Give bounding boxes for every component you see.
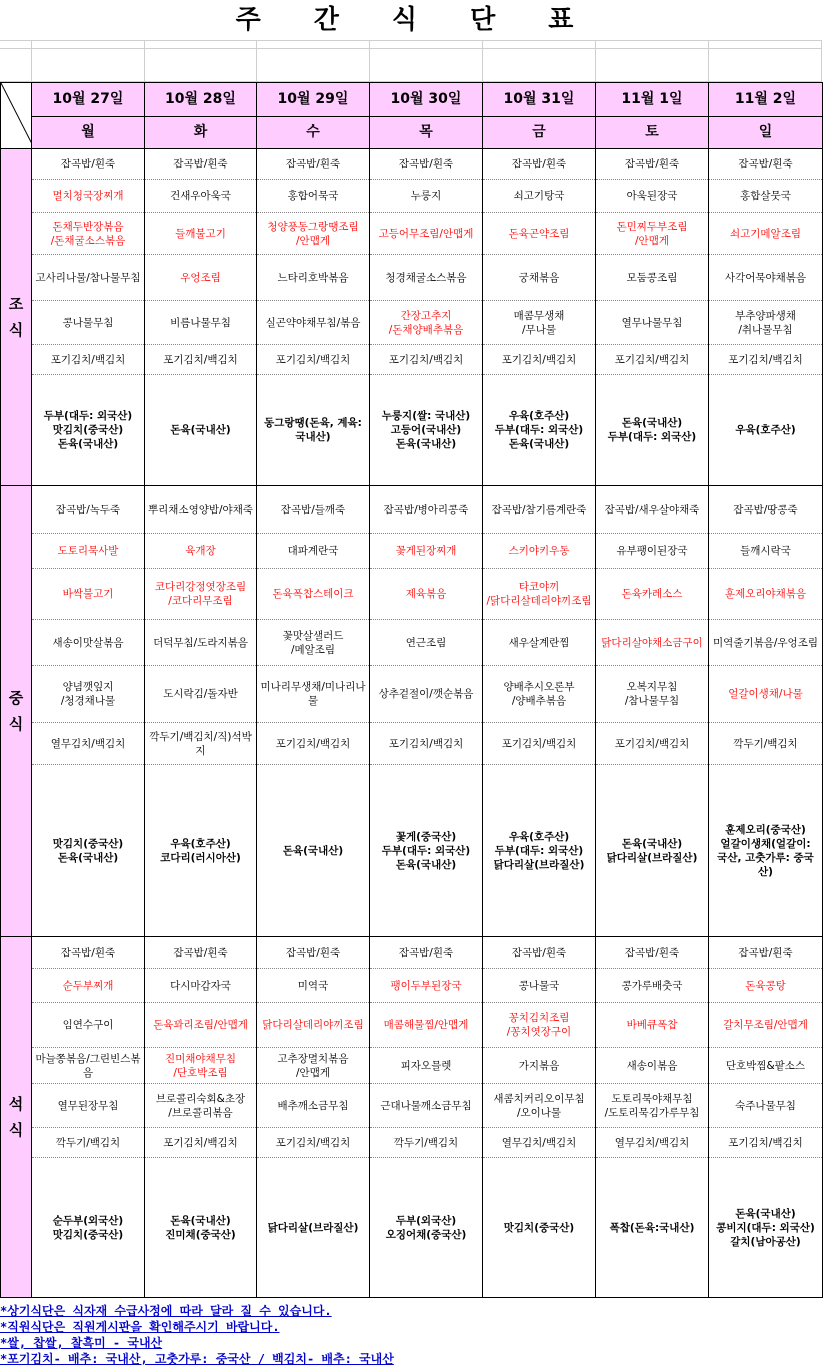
menu-item: 궁채볶음 bbox=[483, 255, 596, 301]
breakfast-row bbox=[1, 149, 823, 180]
menu-item: 피자오믈렛 bbox=[370, 1048, 483, 1084]
origin-info: 훈제오리(중국산) 얼갈이생채(얼갈이: 국산, 고춧가루: 중국 산) bbox=[709, 765, 823, 937]
menu-item: 새송이맛살볶음 bbox=[32, 620, 145, 666]
menu-item: 유부팽이된장국 bbox=[596, 534, 709, 569]
menu-item: 고등어무조림/안맵게 bbox=[370, 213, 483, 255]
menu-item: 잡곡밥/흰죽 bbox=[483, 937, 596, 969]
origin-info: 닭다리살(브라질산) bbox=[257, 1158, 370, 1298]
weekday-header: 수 bbox=[257, 116, 370, 148]
menu-item: 양배추시오론부 /양배추볶음 bbox=[483, 666, 596, 723]
origin-info: 우육(호주산) 두부(대두: 외국산) 닭다리살(브라질산) bbox=[483, 765, 596, 937]
note-line: *직원식단은 직원게시판을 확인해주시기 바랍니다. bbox=[0, 1320, 280, 1334]
date-header: 10월 30일 bbox=[370, 83, 483, 117]
menu-item: 건새우아욱국 bbox=[145, 180, 257, 213]
menu-item: 닭다리살데리야끼조림 bbox=[257, 1003, 370, 1048]
menu-item: 포기김치/백김치 bbox=[483, 723, 596, 765]
lunch-row bbox=[1, 666, 823, 723]
menu-item: 열무된장무침 bbox=[32, 1084, 145, 1128]
menu-item: 포기김치/백김치 bbox=[145, 1128, 257, 1158]
menu-item: 돈채두반장볶음 /돈채굴소스볶음 bbox=[32, 213, 145, 255]
date-header: 10월 28일 bbox=[145, 83, 257, 117]
dinner-row bbox=[1, 969, 823, 1003]
menu-item: 오복지무침 /참나물무침 bbox=[596, 666, 709, 723]
menu-item: 열무김치/백김치 bbox=[596, 1128, 709, 1158]
menu-item: 열무나물무침 bbox=[596, 301, 709, 345]
menu-item: 청경채굴소스볶음 bbox=[370, 255, 483, 301]
menu-item: 제육볶음 bbox=[370, 569, 483, 620]
menu-item: 바싹불고기 bbox=[32, 569, 145, 620]
dinner-row bbox=[1, 1003, 823, 1048]
menu-item: 포기김치/백김치 bbox=[145, 345, 257, 375]
origin-info: 누룽지(쌀: 국내산) 고등어(국내산) 돈육(국내산) bbox=[370, 375, 483, 486]
origin-info: 두부(외국산) 오징어채(중국산) bbox=[370, 1158, 483, 1298]
menu-item: 돈육콩탕 bbox=[709, 969, 823, 1003]
menu-item: 포기김치/백김치 bbox=[596, 723, 709, 765]
dinner-label: 석 식 bbox=[1, 937, 32, 1298]
menu-item: 모둠콩조림 bbox=[596, 255, 709, 301]
menu-item: 돈육폭찹스테이크 bbox=[257, 569, 370, 620]
origin-info: 돈육(국내산) bbox=[145, 375, 257, 486]
origin-info: 순두부(외국산) 맛김치(중국산) bbox=[32, 1158, 145, 1298]
origin-info: 우육(호주산) 코다리(러시아산) bbox=[145, 765, 257, 937]
menu-item: 우엉조림 bbox=[145, 255, 257, 301]
menu-item: 가지볶음 bbox=[483, 1048, 596, 1084]
menu-item: 단호박찜&팥소스 bbox=[709, 1048, 823, 1084]
weekday-header: 금 bbox=[483, 116, 596, 148]
menu-item: 콩나물무침 bbox=[32, 301, 145, 345]
lunch-row bbox=[1, 765, 823, 937]
menu-item: 잡곡밥/흰죽 bbox=[145, 937, 257, 969]
menu-item: 잡곡밥/새우살야채죽 bbox=[596, 486, 709, 534]
menu-item: 도시락김/돌자반 bbox=[145, 666, 257, 723]
origin-info: 돈육(국내산) bbox=[257, 765, 370, 937]
menu-item: 깍두기/백김치 bbox=[370, 1128, 483, 1158]
date-header: 10월 27일 bbox=[32, 83, 145, 117]
menu-item: 잡곡밥/흰죽 bbox=[370, 149, 483, 180]
menu-item: 뿌리채소영양밥/야채죽 bbox=[145, 486, 257, 534]
origin-info: 맛김치(중국산) 돈육(국내산) bbox=[32, 765, 145, 937]
dinner-row bbox=[1, 1128, 823, 1158]
breakfast-row bbox=[1, 375, 823, 486]
menu-item: 홍합어묵국 bbox=[257, 180, 370, 213]
menu-item: 잡곡밥/흰죽 bbox=[483, 149, 596, 180]
menu-item: 매콤무생채 /무나물 bbox=[483, 301, 596, 345]
date-header: 10월 31일 bbox=[483, 83, 596, 117]
header-corner bbox=[1, 83, 32, 149]
date-header: 10월 29일 bbox=[257, 83, 370, 117]
weekday-header: 토 bbox=[596, 116, 709, 148]
lunch-row bbox=[1, 486, 823, 534]
menu-item: 숙주나물무침 bbox=[709, 1084, 823, 1128]
menu-item: 돈민찌두부조림 /안맵게 bbox=[596, 213, 709, 255]
note-line: *쌀, 찹쌀, 찰흑미 - 국내산 bbox=[0, 1336, 163, 1350]
menu-item: 마늘쫑볶음/그린빈스볶음 bbox=[32, 1048, 145, 1084]
menu-item: 갈치무조림/안맵게 bbox=[709, 1003, 823, 1048]
menu-item: 꽃게된장찌개 bbox=[370, 534, 483, 569]
menu-item: 포기김치/백김치 bbox=[370, 723, 483, 765]
menu-item: 부추양파생채 /취나물무침 bbox=[709, 301, 823, 345]
weekly-menu-table bbox=[0, 82, 823, 1298]
menu-item: 열무김치/백김치 bbox=[32, 723, 145, 765]
menu-item: 잡곡밥/흰죽 bbox=[709, 937, 823, 969]
lunch-row bbox=[1, 569, 823, 620]
menu-item: 사각어묵야채볶음 bbox=[709, 255, 823, 301]
menu-item: 잡곡밥/병아리콩죽 bbox=[370, 486, 483, 534]
menu-item: 누룽지 bbox=[370, 180, 483, 213]
menu-item: 잡곡밥/흰죽 bbox=[32, 149, 145, 180]
menu-item: 들깨시락국 bbox=[709, 534, 823, 569]
origin-info: 돈육(국내산) 닭다리살(브라질산) bbox=[596, 765, 709, 937]
menu-item: 상추겉절이/깻순볶음 bbox=[370, 666, 483, 723]
menu-item: 포기김치/백김치 bbox=[257, 1128, 370, 1158]
menu-item: 열무김치/백김치 bbox=[483, 1128, 596, 1158]
breakfast-row bbox=[1, 180, 823, 213]
menu-item: 돈육꽈리조림/안맵게 bbox=[145, 1003, 257, 1048]
menu-item: 포기김치/백김치 bbox=[709, 1128, 823, 1158]
weekday-header: 월 bbox=[32, 116, 145, 148]
breakfast-row bbox=[1, 301, 823, 345]
weekday-header: 일 bbox=[709, 116, 823, 148]
menu-item: 새송이볶음 bbox=[596, 1048, 709, 1084]
menu-item: 연근조림 bbox=[370, 620, 483, 666]
origin-info: 폭찹(돈육:국내산) bbox=[596, 1158, 709, 1298]
menu-item: 느타리호박볶음 bbox=[257, 255, 370, 301]
menu-item: 잡곡밥/흰죽 bbox=[257, 149, 370, 180]
menu-item: 바베큐폭찹 bbox=[596, 1003, 709, 1048]
menu-item: 잡곡밥/흰죽 bbox=[32, 937, 145, 969]
menu-item: 육개장 bbox=[145, 534, 257, 569]
origin-info: 돈육(국내산) 두부(대두: 외국산) bbox=[596, 375, 709, 486]
menu-item: 매콤해물찜/안맵게 bbox=[370, 1003, 483, 1048]
breakfast-row bbox=[1, 255, 823, 301]
menu-item: 멸치청국장찌개 bbox=[32, 180, 145, 213]
menu-item: 타코야끼 /닭다리살데리야끼조림 bbox=[483, 569, 596, 620]
menu-item: 잡곡밥/흰죽 bbox=[709, 149, 823, 180]
menu-item: 콩가루배춧국 bbox=[596, 969, 709, 1003]
menu-item: 고추장멸치볶음 /안맵게 bbox=[257, 1048, 370, 1084]
menu-item: 깍두기/백김치 bbox=[32, 1128, 145, 1158]
menu-item: 더덕무침/도라지볶음 bbox=[145, 620, 257, 666]
origin-info: 돈육(국내산) 진미채(중국산) bbox=[145, 1158, 257, 1298]
menu-item: 대파계란국 bbox=[257, 534, 370, 569]
spreadsheet-gridlines bbox=[0, 40, 831, 82]
menu-item: 잡곡밥/들깨죽 bbox=[257, 486, 370, 534]
lunch-row bbox=[1, 723, 823, 765]
notes bbox=[0, 1303, 831, 1367]
menu-item: 포기김치/백김치 bbox=[32, 345, 145, 375]
dinner-row bbox=[1, 1158, 823, 1298]
lunch-row bbox=[1, 534, 823, 569]
origin-info: 우육(호주산) bbox=[709, 375, 823, 486]
origin-info: 맛김치(중국산) bbox=[483, 1158, 596, 1298]
menu-item: 훈제오리야채볶음 bbox=[709, 569, 823, 620]
weekday-header: 목 bbox=[370, 116, 483, 148]
date-header: 11월 1일 bbox=[596, 83, 709, 117]
menu-item: 새콤치커리오이무침 /오이나물 bbox=[483, 1084, 596, 1128]
menu-item: 비름나물무침 bbox=[145, 301, 257, 345]
menu-item: 배추깨소금무침 bbox=[257, 1084, 370, 1128]
note-line: *상기식단은 식자재 수급사정에 따라 달라 질 수 있습니다. bbox=[0, 1304, 332, 1318]
origin-info: 우육(호주산) 두부(대두: 외국산) 돈육(국내산) bbox=[483, 375, 596, 486]
breakfast-label: 조 식 bbox=[1, 149, 32, 486]
menu-item: 콩나물국 bbox=[483, 969, 596, 1003]
lunch-label: 중 식 bbox=[1, 486, 32, 937]
menu-item: 들깨불고기 bbox=[145, 213, 257, 255]
menu-item: 다시마감자국 bbox=[145, 969, 257, 1003]
menu-item: 양념깻잎지 /청경채나물 bbox=[32, 666, 145, 723]
corner-diagonal bbox=[1, 83, 32, 144]
menu-item: 미나리무생채/미나리나물 bbox=[257, 666, 370, 723]
menu-item: 브로콜리숙회&초장 /브로콜리볶음 bbox=[145, 1084, 257, 1128]
menu-item: 꽁치김치조림 /꽁치엿장구이 bbox=[483, 1003, 596, 1048]
menu-item: 잡곡밥/흰죽 bbox=[145, 149, 257, 180]
menu-item: 임연수구이 bbox=[32, 1003, 145, 1048]
menu-item: 미역국 bbox=[257, 969, 370, 1003]
menu-item: 근대나물깨소금무침 bbox=[370, 1084, 483, 1128]
menu-item: 포기김치/백김치 bbox=[257, 723, 370, 765]
menu-item: 깍두기/백김치 bbox=[709, 723, 823, 765]
menu-item: 포기김치/백김치 bbox=[370, 345, 483, 375]
menu-item: 쇠고기메알조림 bbox=[709, 213, 823, 255]
menu-item: 진미채야채무침 /단호박조림 bbox=[145, 1048, 257, 1084]
menu-item: 잡곡밥/흰죽 bbox=[596, 149, 709, 180]
menu-item: 잡곡밥/땅콩죽 bbox=[709, 486, 823, 534]
menu-item: 순두부찌개 bbox=[32, 969, 145, 1003]
menu-item: 포기김치/백김치 bbox=[257, 345, 370, 375]
breakfast-row bbox=[1, 345, 823, 375]
breakfast-row bbox=[1, 213, 823, 255]
date-header: 11월 2일 bbox=[709, 83, 823, 117]
menu-item: 팽이두부된장국 bbox=[370, 969, 483, 1003]
menu-item: 홍합살뭇국 bbox=[709, 180, 823, 213]
menu-item: 스키야키우동 bbox=[483, 534, 596, 569]
menu-item: 깍두기/백김치/직)석박지 bbox=[145, 723, 257, 765]
menu-item: 잡곡밥/녹두죽 bbox=[32, 486, 145, 534]
origin-info: 돈육(국내산) 콩비지(대두: 외국산) 갈치(남아공산) bbox=[709, 1158, 823, 1298]
menu-item: 쇠고기탕국 bbox=[483, 180, 596, 213]
menu-item: 새우살계란찜 bbox=[483, 620, 596, 666]
menu-item: 돈육카레소스 bbox=[596, 569, 709, 620]
menu-item: 도토리묵사발 bbox=[32, 534, 145, 569]
menu-item: 아욱된장국 bbox=[596, 180, 709, 213]
dinner-row bbox=[1, 1084, 823, 1128]
menu-item: 닭다리살야채소금구이 bbox=[596, 620, 709, 666]
menu-item: 코다리강정엿장조림 /코다리무조림 bbox=[145, 569, 257, 620]
menu-item: 잡곡밥/흰죽 bbox=[596, 937, 709, 969]
menu-item: 포기김치/백김치 bbox=[596, 345, 709, 375]
origin-info: 꽃게(중국산) 두부(대두: 외국산) 돈육(국내산) bbox=[370, 765, 483, 937]
note-line: *포기김치- 배추: 국내산, 고춧가루: 중국산 / 백김치- 배추: 국내산 bbox=[0, 1352, 394, 1366]
menu-item: 미역줄기볶음/우엉조림 bbox=[709, 620, 823, 666]
menu-item: 포기김치/백김치 bbox=[709, 345, 823, 375]
menu-item: 잡곡밥/참기름계란죽 bbox=[483, 486, 596, 534]
menu-item: 고사리나물/참나물무침 bbox=[32, 255, 145, 301]
menu-item: 얼갈이생채/나물 bbox=[709, 666, 823, 723]
menu-item: 간장고추지 /돈채양배추볶음 bbox=[370, 301, 483, 345]
menu-item: 잡곡밥/흰죽 bbox=[370, 937, 483, 969]
dinner-row bbox=[1, 937, 823, 969]
weekday-header: 화 bbox=[145, 116, 257, 148]
menu-item: 잡곡밥/흰죽 bbox=[257, 937, 370, 969]
page-title: 주 간 식 단 표 bbox=[235, 5, 596, 35]
menu-item: 포기김치/백김치 bbox=[483, 345, 596, 375]
menu-item: 도토리묵야채무침 /도토리묵김가루무침 bbox=[596, 1084, 709, 1128]
menu-item: 꽃맛살샐러드 /메알조림 bbox=[257, 620, 370, 666]
lunch-row bbox=[1, 620, 823, 666]
origin-info: 두부(대두: 외국산) 맛김치(중국산) 돈육(국내산) bbox=[32, 375, 145, 486]
dinner-row bbox=[1, 1048, 823, 1084]
origin-info: 동그랑땡(돈육, 계육: 국내산) bbox=[257, 375, 370, 486]
menu-item: 돈육곤약조림 bbox=[483, 213, 596, 255]
menu-item: 청양풍동그랑땡조림 /안맵게 bbox=[257, 213, 370, 255]
menu-item: 실곤약야채무침/볶음 bbox=[257, 301, 370, 345]
